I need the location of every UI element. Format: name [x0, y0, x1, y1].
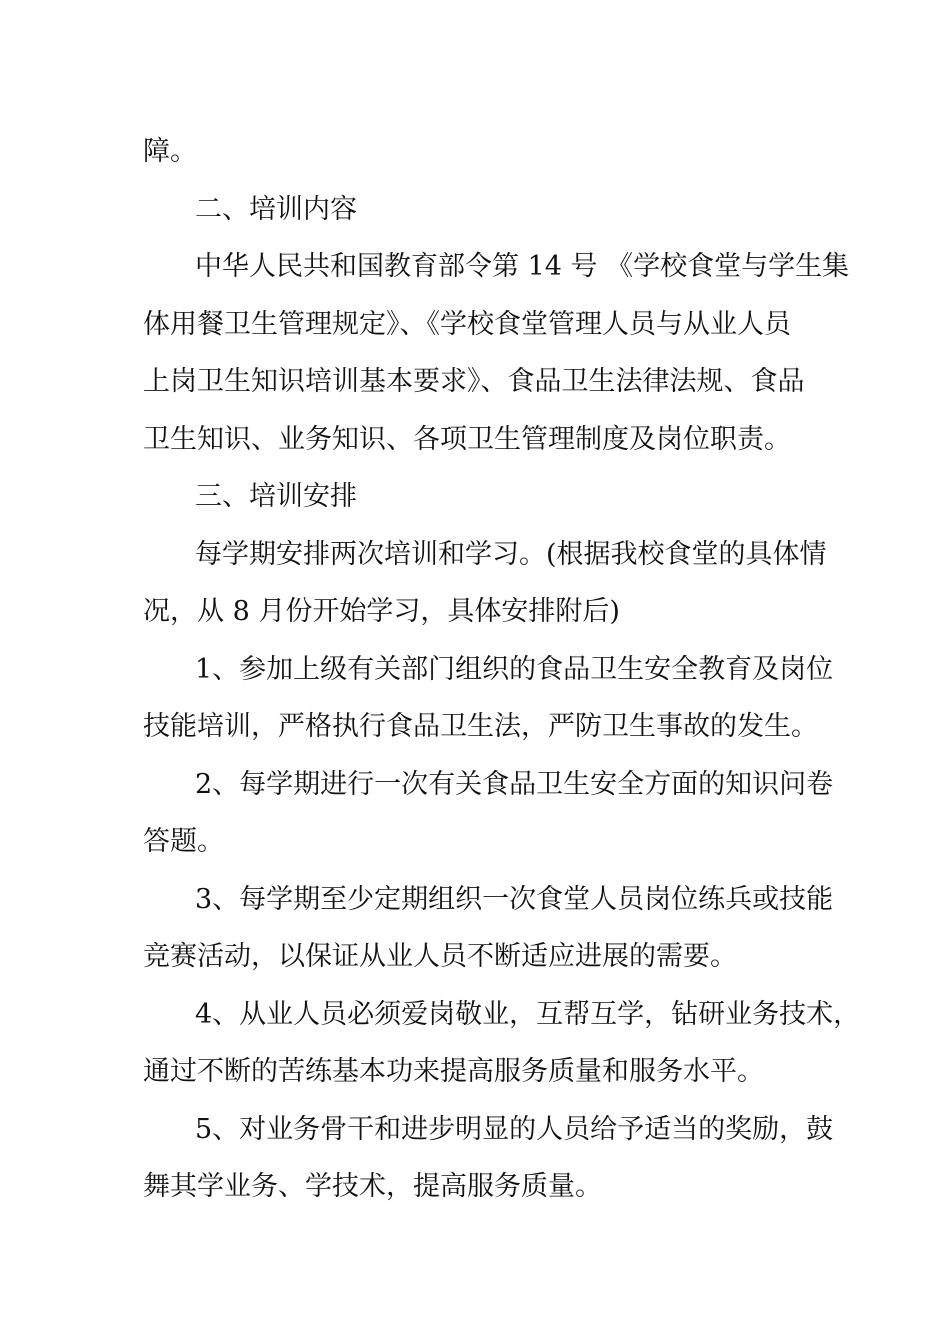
training-content-line-1: 中华人民共和国教育部令第 14 号 《学校食堂与学生集: [195, 251, 850, 282]
item-5-line-2: 舞其学业务、学技术，提高服务质量。: [143, 1171, 602, 1202]
item-2-line-1: 2、每学期进行一次有关食品卫生安全方面的知识问卷: [195, 769, 834, 800]
item-3-line-1: 3、每学期至少定期组织一次食堂人员岗位练兵或技能: [195, 884, 834, 915]
item-3-line-2: 竞赛活动，以保证从业人员不断适应进展的需要。: [143, 941, 737, 972]
training-content-line-2: 体用餐卫生管理规定》、《学校食堂管理人员与从业人员: [143, 309, 791, 340]
training-content-line-4: 卫生知识、业务知识、各项卫生管理制度及岗位职责。: [143, 424, 791, 455]
item-4-line-2: 通过不断的苦练基本功来提高服务质量和服务水平。: [143, 1056, 764, 1087]
training-content-line-3: 上岗卫生知识培训基本要求》、食品卫生法律法规、食品: [143, 366, 805, 397]
item-1-line-2: 技能培训，严格执行食品卫生法，严防卫生事故的发生。: [143, 711, 818, 742]
item-2-line-2: 答题。: [143, 826, 224, 857]
item-1-line-1: 1、参加上级有关部门组织的食品卫生安全教育及岗位: [195, 654, 834, 685]
arrangement-line-2: 况，从 8 月份开始学习，具体安排附后): [143, 596, 620, 627]
section-heading-training-content: 二、培训内容: [195, 194, 357, 225]
paragraph-continuation: 障。: [143, 136, 197, 167]
arrangement-line-1: 每学期安排两次培训和学习。(根据我校食堂的具体情: [195, 539, 827, 570]
item-4-line-1: 4、从业人员必须爱岗敬业，互帮互学，钻研业务技术，: [195, 999, 861, 1030]
section-heading-training-arrangement: 三、培训安排: [195, 481, 357, 512]
item-5-line-1: 5、对业务骨干和进步明显的人员给予适当的奖励，鼓: [195, 1114, 834, 1145]
